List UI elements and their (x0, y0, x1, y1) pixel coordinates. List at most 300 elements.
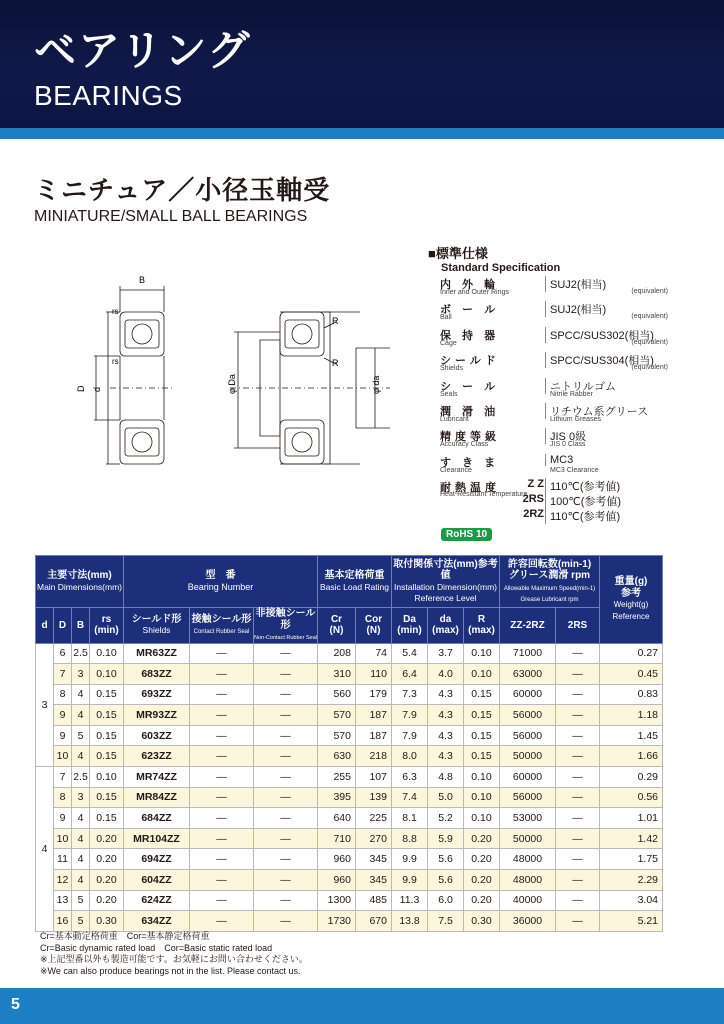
spec-title-jp: ■標準仕様 (428, 246, 488, 261)
cell-D: 12 (54, 870, 72, 891)
cell-da: 6.0 (428, 890, 464, 911)
th-weight-en1: Weight(g) (613, 600, 649, 610)
cell-2rs: — (556, 725, 600, 746)
spec-value: SPCC/SUS304(相当) (545, 352, 654, 368)
cell-2rs: — (556, 664, 600, 685)
cell-weight: 1.66 (600, 746, 663, 767)
temp-value: 100℃(参考値) (545, 493, 621, 509)
temp-value: 110℃(参考値) (545, 478, 620, 494)
cell-R: 0.20 (464, 890, 500, 911)
cell-cor: 187 (356, 705, 392, 726)
th-weight-jp1: 重量(g) (614, 576, 648, 588)
th-weight-jp2: 参考 (621, 587, 641, 599)
spec-label-en: Cage (440, 339, 457, 347)
th-speed-en2: Grease Lubricant rpm (520, 597, 579, 603)
cell-Da: 9.9 (392, 849, 428, 870)
th-load-en: Basic Load Rating (320, 581, 389, 592)
cell-zz: 36000 (500, 911, 556, 932)
cell-model: 623ZZ (124, 746, 190, 767)
spec-value-en: Lithium Greases (550, 415, 601, 423)
cell-cr: 960 (318, 849, 356, 870)
th-cr (318, 608, 356, 644)
table-row (36, 787, 663, 808)
cell-cr: 710 (318, 828, 356, 849)
th-speed-en1: Allowable Maximum Speed(min-1) (503, 585, 596, 592)
header-title-en: BEARINGS (34, 80, 183, 111)
cell-B: 2.5 (72, 767, 90, 788)
th-2rs: 2RS (556, 608, 600, 644)
cell-d: 3 (36, 643, 54, 767)
cell-da: 4.3 (428, 725, 464, 746)
cell-cr: 208 (318, 643, 356, 664)
cell-zz: 56000 (500, 787, 556, 808)
th-B: B (72, 608, 90, 644)
cell-contact: — (190, 890, 254, 911)
spec-value-en: Nitrile Rabber (550, 390, 593, 398)
spec-label-en: Clearance (440, 466, 472, 474)
cell-cor: 110 (356, 664, 392, 685)
th-install-jp: 取付関係寸法(mm)参考値 (393, 558, 498, 581)
cell-rs: 0.15 (90, 705, 124, 726)
temp-code: 2RS (522, 493, 544, 506)
cell-R: 0.20 (464, 870, 500, 891)
th-installation (392, 556, 500, 608)
cell-rs: 0.15 (90, 808, 124, 829)
cell-da: 5.6 (428, 870, 464, 891)
spec-temp-value-row (428, 507, 668, 522)
cell-cor: 218 (356, 746, 392, 767)
cell-contact: — (190, 828, 254, 849)
cell-R: 0.10 (464, 643, 500, 664)
cell-contact: — (190, 664, 254, 685)
th-cor-1: Cor (364, 613, 383, 625)
cell-weight: 0.27 (600, 643, 663, 664)
cell-zz: 48000 (500, 870, 556, 891)
cell-model: 694ZZ (124, 849, 190, 870)
th-speed-jp2: グリース潤滑 rpm (508, 570, 591, 581)
th-main-dim-jp: 主要寸法(mm) (47, 570, 112, 581)
cell-noncontact: — (254, 870, 318, 891)
cell-da: 4.3 (428, 705, 464, 726)
cell-model: MR93ZZ (124, 705, 190, 726)
temp-code: Z Z (527, 478, 544, 491)
cell-rs: 0.10 (90, 664, 124, 685)
label-da: φ da (371, 375, 381, 394)
cell-noncontact: — (254, 808, 318, 829)
table-row (36, 870, 663, 891)
page-number: 5 (11, 996, 20, 1013)
label-B: B (138, 275, 146, 285)
cell-D: 9 (54, 725, 72, 746)
th-noncontact-en: Non-Contact Rubber Seal (254, 635, 317, 641)
cell-cor: 345 (356, 849, 392, 870)
spec-row (428, 350, 668, 375)
label-D: D (76, 385, 86, 392)
cell-contact: — (190, 870, 254, 891)
cell-B: 4 (72, 746, 90, 767)
spec-label-en: Accuracy Class (440, 441, 489, 449)
cell-rs: 0.20 (90, 890, 124, 911)
spec-value: SUJ2(相当) (545, 301, 606, 317)
spec-row (428, 325, 668, 350)
bearing-drawing (70, 268, 410, 498)
cell-D: 16 (54, 911, 72, 932)
cell-Da: 7.3 (392, 684, 428, 705)
cell-rs: 0.15 (90, 746, 124, 767)
cell-D: 8 (54, 684, 72, 705)
th-install-en2: Reference Level (414, 593, 477, 603)
cell-D: 8 (54, 787, 72, 808)
th-rs (90, 608, 124, 644)
rohs-badge: RoHS 10 (441, 528, 492, 541)
cell-2rs: — (556, 870, 600, 891)
cell-weight: 3.04 (600, 890, 663, 911)
th-load-rating (318, 556, 392, 608)
cell-B: 3 (72, 664, 90, 685)
spec-row (428, 274, 668, 299)
cell-zz: 48000 (500, 849, 556, 870)
th-noncontact-seal (254, 608, 318, 644)
cell-cor: 670 (356, 911, 392, 932)
cell-cr: 310 (318, 664, 356, 685)
spec-label-jp: す き ま (440, 456, 500, 469)
th-contact-seal (190, 608, 254, 644)
th-bearing-number (124, 556, 318, 608)
cell-cr: 255 (318, 767, 356, 788)
cell-zz: 50000 (500, 828, 556, 849)
spec-value-en: (equivalent) (631, 288, 668, 295)
spec-value-en: JIS 0 Class (550, 441, 586, 449)
cell-D: 9 (54, 808, 72, 829)
cell-Da: 8.0 (392, 746, 428, 767)
spec-temp-value-row (428, 492, 668, 507)
th-rs-2: (min) (94, 625, 119, 637)
spec-value: ニトリルゴム (545, 378, 616, 394)
cell-R: 0.10 (464, 767, 500, 788)
table-row (36, 664, 663, 685)
cell-rs: 0.15 (90, 787, 124, 808)
temp-code: 2RZ (523, 508, 544, 521)
cell-model: 604ZZ (124, 870, 190, 891)
cell-cor: 107 (356, 767, 392, 788)
cell-B: 2.5 (72, 643, 90, 664)
cell-da: 5.9 (428, 828, 464, 849)
th-main-dim-en: Main Dimensions(mm) (36, 581, 122, 592)
th-install-en1: Installation Dimension(mm) (394, 581, 497, 592)
spec-temp-value-row (428, 477, 668, 492)
spec-label-en: Shields (440, 365, 463, 373)
spec-temp-label-en: Heat-Resistant Temperature (440, 491, 528, 499)
cell-contact: — (190, 767, 254, 788)
th-weight-en2: Reference (612, 611, 650, 621)
spec-label-jp: 精度等級 (440, 431, 500, 444)
cell-weight: 0.29 (600, 767, 663, 788)
cell-Da: 7.4 (392, 787, 428, 808)
cell-cr: 960 (318, 870, 356, 891)
th-D: D (54, 608, 72, 644)
spec-rows (428, 274, 668, 477)
cell-d: 4 (36, 767, 54, 932)
header-title-jp: ベアリング (34, 27, 252, 74)
spec-label-en: Inner and Outer Rings (440, 289, 509, 296)
label-d: d (92, 386, 102, 392)
cell-R: 0.10 (464, 664, 500, 685)
cell-cor: 345 (356, 870, 392, 891)
spec-label-jp: ボ ー ル (440, 304, 500, 317)
th-weight (600, 556, 663, 644)
cell-2rs: — (556, 746, 600, 767)
note-3: ※上記型番以外も製造可能です。お気軽にお問い合わせください。 (40, 954, 308, 964)
cell-weight: 0.83 (600, 684, 663, 705)
th-Da-1: Da (403, 613, 416, 625)
spec-value-en: (equivalent) (631, 338, 668, 346)
spec-row (428, 299, 668, 324)
cell-cr: 395 (318, 787, 356, 808)
cell-B: 4 (72, 684, 90, 705)
cell-2rs: — (556, 828, 600, 849)
cell-R: 0.15 (464, 725, 500, 746)
th-da (428, 608, 464, 644)
th-allowable-speed (500, 556, 600, 608)
cell-D: 10 (54, 746, 72, 767)
table-body (36, 643, 663, 931)
cell-cr: 560 (318, 684, 356, 705)
spec-value: リチウム系グリース (545, 403, 648, 419)
cell-model: 684ZZ (124, 808, 190, 829)
spec-label-en: Seals (440, 390, 458, 398)
spec-value: MC3 (545, 454, 573, 466)
cell-zz: 53000 (500, 808, 556, 829)
cell-rs: 0.20 (90, 849, 124, 870)
th-contact-en: Contact Rubber Seal (193, 629, 250, 636)
th-zz-2rz: ZZ-2RZ (500, 608, 556, 644)
note-1: Cr=基本動定格荷重 Cor=基本静定格荷重 (40, 931, 210, 941)
cell-zz: 56000 (500, 725, 556, 746)
table-row (36, 684, 663, 705)
th-Da-2: (min) (397, 625, 422, 637)
note-4: ※We can also produce bearings not in the list. Please contact us. (40, 965, 301, 976)
section-title-en: MINIATURE/SMALL BALL BEARINGS (34, 208, 308, 225)
spec-temp-values (428, 477, 668, 522)
cell-2rs: — (556, 767, 600, 788)
cell-noncontact: — (254, 746, 318, 767)
cell-noncontact: — (254, 849, 318, 870)
cell-contact: — (190, 705, 254, 726)
cell-cr: 1300 (318, 890, 356, 911)
cell-zz: 40000 (500, 890, 556, 911)
th-cor (356, 608, 392, 644)
cell-B: 4 (72, 705, 90, 726)
label-R-mid: R (332, 358, 339, 368)
section-title-jp: ミニチュア／小径玉軸受 (34, 175, 331, 205)
note-2: Cr=Basic dynamic rated load Cor=Basic static rated load (40, 942, 273, 953)
cell-rs: 0.10 (90, 767, 124, 788)
page-footer (0, 988, 724, 1024)
table-row (36, 725, 663, 746)
cell-cor: 139 (356, 787, 392, 808)
spec-value-en: (equivalent) (631, 364, 668, 372)
cell-D: 10 (54, 828, 72, 849)
label-R-top: R (332, 316, 339, 326)
cell-noncontact: — (254, 890, 318, 911)
notes (40, 931, 308, 977)
cell-cr: 640 (318, 808, 356, 829)
cell-da: 4.3 (428, 684, 464, 705)
cell-D: 9 (54, 705, 72, 726)
spec-label-jp: 保 持 器 (440, 329, 500, 342)
cell-contact: — (190, 849, 254, 870)
cell-zz: 71000 (500, 643, 556, 664)
cell-D: 11 (54, 849, 72, 870)
cell-D: 6 (54, 643, 72, 664)
th-shield-en: Shields (142, 625, 171, 636)
spec-value: JIS 0級 (545, 428, 586, 444)
header-accent-bar (0, 128, 724, 139)
cell-R: 0.15 (464, 684, 500, 705)
th-model-en: Bearing Number (187, 581, 254, 592)
cell-rs: 0.10 (90, 643, 124, 664)
table-row (36, 808, 663, 829)
cell-contact: — (190, 911, 254, 932)
cell-noncontact: — (254, 684, 318, 705)
th-da-1: da (439, 613, 452, 625)
cell-2rs: — (556, 787, 600, 808)
cell-D: 7 (54, 664, 72, 685)
cell-Da: 7.9 (392, 725, 428, 746)
label-rs-top: rs (112, 307, 119, 316)
spec-row (428, 426, 668, 451)
cell-rs: 0.15 (90, 725, 124, 746)
spec-value: SPCC/SUS302(相当) (545, 327, 654, 343)
cell-model: MR104ZZ (124, 828, 190, 849)
spec-temp-label: 耐熱温度 (440, 482, 500, 495)
cell-Da: 8.1 (392, 808, 428, 829)
cell-R: 0.10 (464, 787, 500, 808)
spec-label-jp: シ ー ル (440, 380, 500, 393)
page-header (0, 0, 724, 128)
cell-cr: 570 (318, 705, 356, 726)
cell-weight: 1.45 (600, 725, 663, 746)
cell-contact: — (190, 787, 254, 808)
cell-B: 4 (72, 828, 90, 849)
cell-noncontact: — (254, 767, 318, 788)
cell-zz: 63000 (500, 664, 556, 685)
cell-model: 603ZZ (124, 725, 190, 746)
th-R (464, 608, 500, 644)
cell-contact: — (190, 808, 254, 829)
th-d: d (36, 608, 54, 644)
cell-R: 0.30 (464, 911, 500, 932)
th-contact-jp: 接触シール形 (191, 613, 252, 625)
cell-Da: 6.3 (392, 767, 428, 788)
cell-B: 5 (72, 911, 90, 932)
cell-cor: 225 (356, 808, 392, 829)
cell-Da: 9.9 (392, 870, 428, 891)
cell-R: 0.15 (464, 746, 500, 767)
cell-zz: 60000 (500, 767, 556, 788)
cell-noncontact: — (254, 705, 318, 726)
cell-weight: 1.01 (600, 808, 663, 829)
standard-specification (428, 243, 668, 522)
table-row (36, 746, 663, 767)
spec-label-jp: シールド (440, 355, 500, 368)
th-R-2: (max) (468, 625, 495, 637)
spec-row (428, 376, 668, 401)
cell-weight: 2.29 (600, 870, 663, 891)
th-load-jp: 基本定格荷重 (324, 570, 385, 581)
cell-model: 683ZZ (124, 664, 190, 685)
cell-Da: 6.4 (392, 664, 428, 685)
cell-2rs: — (556, 705, 600, 726)
cell-B: 5 (72, 725, 90, 746)
cell-contact: — (190, 746, 254, 767)
table-row (36, 767, 663, 788)
cell-Da: 13.8 (392, 911, 428, 932)
spec-value: SUJ2(相当) (545, 276, 606, 292)
cell-da: 4.3 (428, 746, 464, 767)
spec-value-en: MC3 Clearance (550, 466, 599, 474)
cell-B: 5 (72, 890, 90, 911)
cell-weight: 1.18 (600, 705, 663, 726)
cell-cr: 570 (318, 725, 356, 746)
cell-contact: — (190, 725, 254, 746)
th-cr-1: Cr (330, 613, 343, 625)
cell-zz: 60000 (500, 684, 556, 705)
cell-cor: 187 (356, 725, 392, 746)
cell-da: 4.0 (428, 664, 464, 685)
cell-Da: 7.9 (392, 705, 428, 726)
cell-rs: 0.20 (90, 828, 124, 849)
cell-rs: 0.20 (90, 870, 124, 891)
cell-zz: 50000 (500, 746, 556, 767)
table-row (36, 911, 663, 932)
cell-da: 5.2 (428, 808, 464, 829)
cell-R: 0.15 (464, 705, 500, 726)
cell-R: 0.20 (464, 849, 500, 870)
cell-contact: — (190, 643, 254, 664)
cell-noncontact: — (254, 911, 318, 932)
cell-weight: 1.42 (600, 828, 663, 849)
cell-da: 3.7 (428, 643, 464, 664)
spec-row (428, 452, 668, 477)
cell-B: 4 (72, 870, 90, 891)
spec-label-jp: 内 外 輪 (440, 279, 500, 291)
th-noncontact-jp: 非接触シール形 (255, 608, 316, 631)
cell-da: 7.5 (428, 911, 464, 932)
cell-rs: 0.15 (90, 684, 124, 705)
spec-row (428, 401, 668, 426)
cell-R: 0.20 (464, 828, 500, 849)
label-rs-mid: rs (112, 357, 119, 366)
cell-cor: 179 (356, 684, 392, 705)
cell-rs: 0.30 (90, 911, 124, 932)
spec-value-en: (equivalent) (631, 313, 668, 321)
temp-value: 110℃(参考値) (545, 508, 620, 524)
cell-cr: 1730 (318, 911, 356, 932)
cell-weight: 0.56 (600, 787, 663, 808)
cell-Da: 8.8 (392, 828, 428, 849)
cell-cr: 630 (318, 746, 356, 767)
cell-da: 5.0 (428, 787, 464, 808)
cell-2rs: — (556, 684, 600, 705)
th-shield-jp: シールド形 (131, 613, 182, 625)
table-row (36, 849, 663, 870)
cell-2rs: — (556, 643, 600, 664)
cell-model: 693ZZ (124, 684, 190, 705)
cell-2rs: — (556, 808, 600, 829)
cell-noncontact: — (254, 828, 318, 849)
cell-model: MR63ZZ (124, 643, 190, 664)
